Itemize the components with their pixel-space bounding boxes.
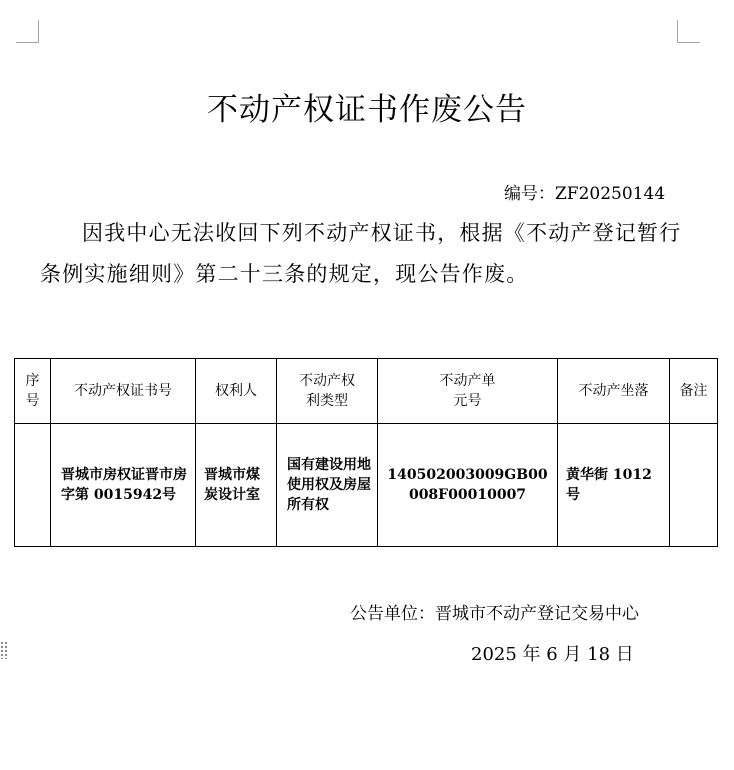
document-number: 编号：ZF20250144 [504, 184, 666, 204]
header-certificate-number: 不动产权证书号 [51, 359, 196, 424]
certificate-table [14, 358, 718, 547]
issuer: 公告单位：晋城市不动产登记交易中心 [350, 604, 639, 624]
table-header-row [15, 359, 718, 424]
header-remarks: 备注 [670, 359, 718, 424]
table-drag-handle-icon[interactable] [0, 641, 8, 659]
header-index: 序号 [15, 359, 51, 424]
crop-mark-top-left [16, 20, 39, 43]
cell-index [15, 424, 51, 547]
table-row [15, 424, 718, 547]
cell-certificate-number: 晋城市房权证晋市房字第 0015942号 [51, 424, 196, 547]
cell-right-holder: 晋城市煤炭设计室 [196, 424, 277, 547]
page-title: 不动产权证书作废公告 [207, 92, 527, 128]
cell-unit-number: 140502003009GB00008F00010007 [378, 424, 558, 547]
issue-date: 2025 年 6 月 18 日 [471, 644, 634, 665]
header-right-holder: 权利人 [196, 359, 277, 424]
header-location: 不动产坐落 [558, 359, 670, 424]
notice-paragraph: 因我中心无法收回下列不动产权证书，根据《不动产登记暂行条例实施细则》第二十三条的规定，现公告作废。 [40, 221, 682, 286]
header-right-type: 不动产权利类型 [277, 359, 378, 424]
header-unit-number: 不动产单元号 [378, 359, 558, 424]
cell-location: 黄华街 1012号 [558, 424, 670, 547]
cell-remarks [670, 424, 718, 547]
crop-mark-top-right [677, 20, 700, 43]
cell-right-type: 国有建设用地使用权及房屋所有权 [277, 424, 378, 547]
